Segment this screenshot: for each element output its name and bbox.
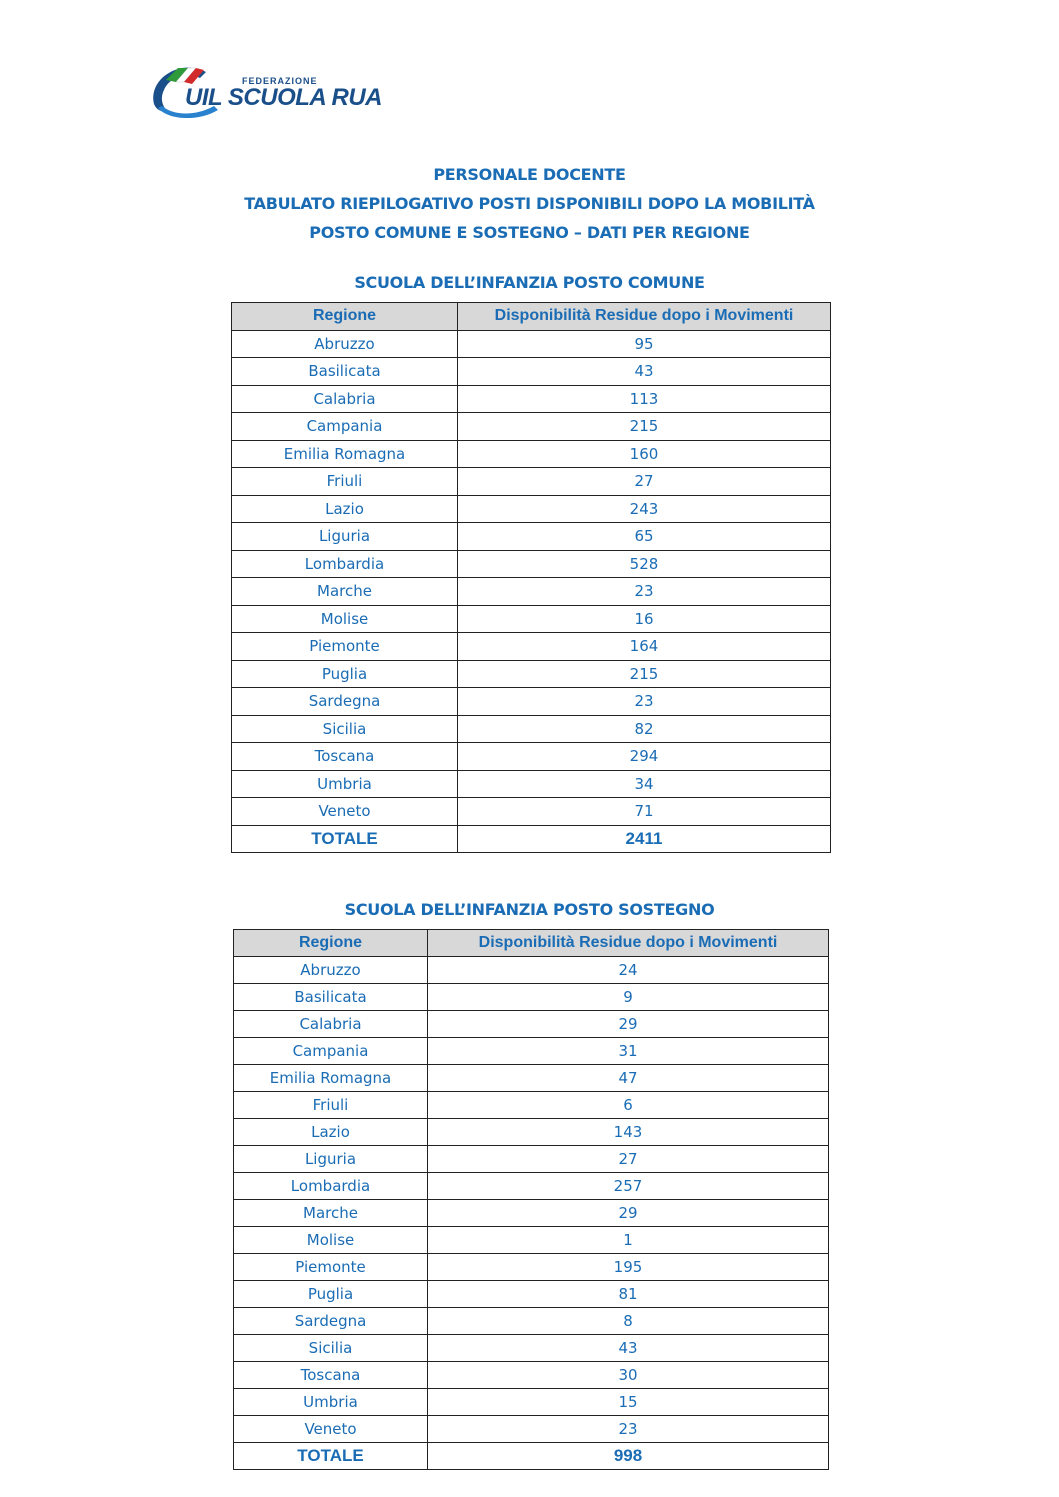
table-row <box>232 550 831 578</box>
total-value: 998 <box>428 1443 829 1470</box>
total-row <box>234 1443 829 1470</box>
table-row <box>232 413 831 441</box>
table-row <box>232 385 831 413</box>
value-cell: 113 <box>458 385 831 413</box>
logo-small-text: FEDERAZIONE <box>242 76 318 86</box>
table-row <box>232 798 831 826</box>
table-row <box>234 1308 829 1335</box>
region-cell: Marche <box>234 1200 428 1227</box>
table-row <box>234 1011 829 1038</box>
table-row <box>232 770 831 798</box>
table-row <box>232 578 831 606</box>
value-cell: 16 <box>458 605 831 633</box>
region-cell: Veneto <box>234 1416 428 1443</box>
total-label: TOTALE <box>232 825 458 853</box>
value-cell: 29 <box>428 1200 829 1227</box>
header-disponibilita: Disponibilità Residue dopo i Movimenti <box>428 930 829 957</box>
table-row <box>232 688 831 716</box>
table-row <box>232 330 831 358</box>
region-cell: Emilia Romagna <box>234 1065 428 1092</box>
value-cell: 143 <box>428 1119 829 1146</box>
value-cell: 160 <box>458 440 831 468</box>
table-row <box>232 358 831 386</box>
value-cell: 8 <box>428 1308 829 1335</box>
value-cell: 257 <box>428 1173 829 1200</box>
table-row <box>234 1335 829 1362</box>
value-cell: 34 <box>458 770 831 798</box>
region-cell: Emilia Romagna <box>232 440 458 468</box>
table-row <box>234 1281 829 1308</box>
value-cell: 27 <box>458 468 831 496</box>
value-cell: 43 <box>458 358 831 386</box>
table-row <box>232 495 831 523</box>
table-row <box>232 633 831 661</box>
table-row <box>232 743 831 771</box>
region-cell: Campania <box>232 413 458 441</box>
value-cell: 23 <box>458 578 831 606</box>
region-cell: Calabria <box>234 1011 428 1038</box>
table-posto-sostegno <box>233 929 829 1470</box>
region-cell: Umbria <box>232 770 458 798</box>
table-row <box>234 1227 829 1254</box>
region-cell: Abruzzo <box>234 957 428 984</box>
value-cell: 23 <box>458 688 831 716</box>
region-cell: Lombardia <box>232 550 458 578</box>
total-row <box>232 825 831 853</box>
region-cell: Sardegna <box>232 688 458 716</box>
region-cell: Molise <box>234 1227 428 1254</box>
table-row <box>234 1065 829 1092</box>
table-row <box>234 1119 829 1146</box>
table-row <box>234 1389 829 1416</box>
region-cell: Campania <box>234 1038 428 1065</box>
value-cell: 215 <box>458 413 831 441</box>
region-cell: Molise <box>232 605 458 633</box>
value-cell: 30 <box>428 1362 829 1389</box>
region-cell: Liguria <box>234 1146 428 1173</box>
table-row <box>232 715 831 743</box>
table-row <box>234 1200 829 1227</box>
region-cell: Lombardia <box>234 1173 428 1200</box>
value-cell: 71 <box>458 798 831 826</box>
logo-name: UIL SCUOLA RUA <box>185 84 382 111</box>
value-cell: 528 <box>458 550 831 578</box>
table-row <box>232 440 831 468</box>
table-row <box>234 1146 829 1173</box>
total-value: 2411 <box>458 825 831 853</box>
region-cell: Toscana <box>234 1362 428 1389</box>
table-row <box>234 1038 829 1065</box>
value-cell: 195 <box>428 1254 829 1281</box>
value-cell: 15 <box>428 1389 829 1416</box>
region-cell: Basilicata <box>234 984 428 1011</box>
value-cell: 243 <box>458 495 831 523</box>
table-row <box>234 1362 829 1389</box>
region-cell: Piemonte <box>232 633 458 661</box>
region-cell: Friuli <box>232 468 458 496</box>
table-posto-comune <box>231 302 831 853</box>
value-cell: 29 <box>428 1011 829 1038</box>
region-cell: Lazio <box>232 495 458 523</box>
title-line-2: TABULATO RIEPILOGATIVO POSTI DISPONIBILI DOPO LA MOBILITÀ <box>244 194 815 213</box>
logo <box>148 62 382 126</box>
header-regione: Regione <box>234 930 428 957</box>
value-cell: 215 <box>458 660 831 688</box>
value-cell: 164 <box>458 633 831 661</box>
value-cell: 81 <box>428 1281 829 1308</box>
value-cell: 9 <box>428 984 829 1011</box>
table-row <box>234 984 829 1011</box>
table-row <box>234 1416 829 1443</box>
region-cell: Puglia <box>232 660 458 688</box>
table-row <box>232 523 831 551</box>
region-cell: Sardegna <box>234 1308 428 1335</box>
document-titles <box>0 160 1059 247</box>
region-cell: Sicilia <box>234 1335 428 1362</box>
value-cell: 294 <box>458 743 831 771</box>
region-cell: Umbria <box>234 1389 428 1416</box>
region-cell: Friuli <box>234 1092 428 1119</box>
value-cell: 31 <box>428 1038 829 1065</box>
region-cell: Puglia <box>234 1281 428 1308</box>
value-cell: 47 <box>428 1065 829 1092</box>
table-header-row <box>232 303 831 331</box>
table-title-comune: SCUOLA DELL’INFANZIA POSTO COMUNE <box>354 273 705 292</box>
region-cell: Veneto <box>232 798 458 826</box>
region-cell: Marche <box>232 578 458 606</box>
region-cell: Lazio <box>234 1119 428 1146</box>
table-row <box>234 1254 829 1281</box>
table-row <box>232 660 831 688</box>
value-cell: 1 <box>428 1227 829 1254</box>
value-cell: 6 <box>428 1092 829 1119</box>
table-row <box>234 1092 829 1119</box>
value-cell: 65 <box>458 523 831 551</box>
header-regione: Regione <box>232 303 458 331</box>
title-line-1: PERSONALE DOCENTE <box>433 165 626 184</box>
region-cell: Piemonte <box>234 1254 428 1281</box>
table-row <box>234 1173 829 1200</box>
region-cell: Calabria <box>232 385 458 413</box>
region-cell: Liguria <box>232 523 458 551</box>
total-label: TOTALE <box>234 1443 428 1470</box>
value-cell: 43 <box>428 1335 829 1362</box>
table-row <box>232 605 831 633</box>
title-line-3: POSTO COMUNE E SOSTEGNO – DATI PER REGIONE <box>309 223 750 242</box>
value-cell: 95 <box>458 330 831 358</box>
value-cell: 27 <box>428 1146 829 1173</box>
value-cell: 82 <box>458 715 831 743</box>
table-row <box>232 468 831 496</box>
table-header-row <box>234 930 829 957</box>
region-cell: Basilicata <box>232 358 458 386</box>
value-cell: 24 <box>428 957 829 984</box>
table-row <box>234 957 829 984</box>
region-cell: Toscana <box>232 743 458 771</box>
table-title-sostegno: SCUOLA DELL’INFANZIA POSTO SOSTEGNO <box>344 900 715 919</box>
header-disponibilita: Disponibilità Residue dopo i Movimenti <box>458 303 831 331</box>
region-cell: Abruzzo <box>232 330 458 358</box>
region-cell: Sicilia <box>232 715 458 743</box>
value-cell: 23 <box>428 1416 829 1443</box>
